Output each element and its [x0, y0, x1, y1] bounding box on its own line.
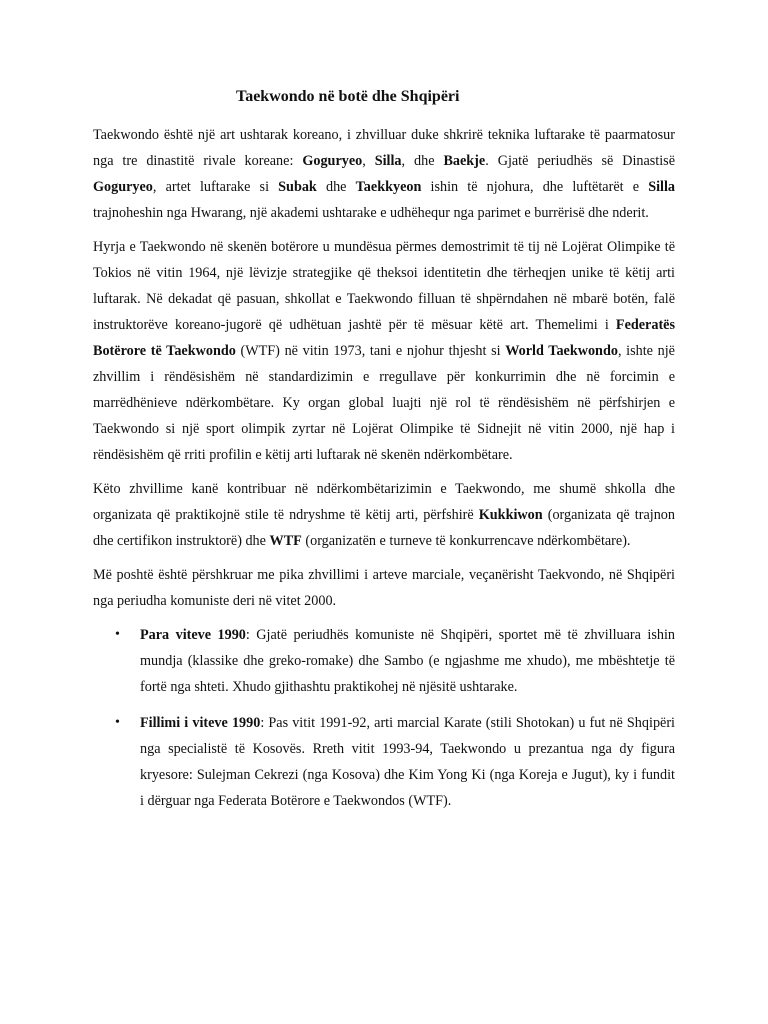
text-run: ishin të njohura, dhe luftëtarët e: [421, 179, 649, 195]
text-run: (organizatën e turneve të konkurrencave ndërkombëtare).: [301, 533, 631, 549]
bullet-list: [93, 622, 675, 814]
bold-term-wtf: WTF: [269, 533, 302, 549]
bold-term-baekje: Baekje: [443, 153, 486, 169]
list-item-text: : Pas vitit 1991-92, arti marcial Karate (stili Shotokan) u fut në Shqipëri nga specialistë të Kosovës. Rreth vitit 1993-94, Taekwondo u prezantua nga dy figura kryesore: Sulejman Cekrezi (nga Kosova) dhe Kim Yong Ki (nga Koreja e Jugut), ky i fundit i dërguar nga Federata Botërore e Taekwondos (WTF).: [140, 715, 675, 809]
text-run: Taekwondo është një art ushtarak koreano, i zhvilluar duke shkrirë teknika luftarake të paarmatosur nga tre dinastitë rivale koreane:: [93, 127, 675, 169]
list-item-text: : Gjatë periudhës komuniste në Shqipëri, sportet më të zhvilluara ishin mundja (klassike dhe greko-romake) dhe Sambo (e ngjashme me xhudo), me mbështetje të fortë nga shteti. Xhudo gjithashtu praktikohej në njësitë ushtarake.: [140, 627, 675, 695]
document-title: Taekwondo në botë dhe Shqipëri: [236, 88, 460, 105]
bullet-icon: •: [115, 627, 120, 642]
paragraph-world-stage: [93, 234, 675, 468]
text-run: , artet luftarake si: [152, 179, 279, 195]
bold-term-taekkyeon: Taekkyeon: [355, 179, 422, 195]
text-run: (WTF) në vitin 1973, tani e njohur thjesht si: [235, 343, 506, 359]
text-run: , dhe: [401, 153, 444, 169]
bold-term-federation: Federatës Botërore të Taekwondo: [93, 317, 675, 359]
text-run: dhe: [316, 179, 356, 195]
paragraph-intro-list: [93, 562, 675, 614]
bold-term-world-taekwondo: World Taekwondo: [505, 343, 618, 359]
bold-term-subak: Subak: [278, 179, 317, 195]
text-run: (organizata që trajnon dhe certifikon instruktorë) dhe: [93, 507, 675, 549]
list-item: [93, 622, 675, 700]
bold-term-goguryeo: Goguryeo: [93, 179, 153, 195]
text-run: . Gjatë periudhës së Dinastisë: [485, 153, 675, 169]
paragraph-internationalization: [93, 476, 675, 554]
bold-term-kukkiwon: Kukkiwon: [478, 507, 543, 523]
text-run: Hyrja e Taekwondo në skenën botërore u mundësua përmes demostrimit të tij në Lojërat Olimpike të Tokios në vitin 1964, një lëvizje strategjike që theksoi identitetin dhe tërheqjen unike të këtij arti luftarak. Në dekadat që pasuan, shkollat e Taekwondo filluan të shpërndahen në mbarë botën, falë instruktorëve koreano-jugorë që udhëtuan jashtë për të mësuar këtë art. Themelimi i: [93, 239, 675, 333]
text-run: , ishte një zhvillim i rëndësishëm në standardizimin e rregullave për konkurrimin dhe në forcimin e marrëdhënieve ndërkombëtare. Ky organ global luajti një rol të rëndësishëm në përfshirjen e Taekwondo si një sport olimpik zyrtar në Lojërat Olimpike të Sidnejit në vitin 2000, një hap i rëndësishëm që rriti profilin e këtij arti luftarak në skenën ndërkombëtare.: [93, 343, 675, 463]
bold-term-goguryeo: Goguryeo: [302, 153, 363, 169]
list-item-label: Fillimi i viteve 1990: [140, 715, 261, 731]
list-item-label: Para viteve 1990: [140, 627, 246, 643]
bullet-icon: •: [115, 715, 120, 730]
bold-term-silla: Silla: [374, 153, 402, 169]
text-run: Këto zhvillime kanë kontribuar në ndërkombëtarizimin e Taekwondo, me shumë shkolla dhe organizata që praktikojnë stile të ndryshme të këtij arti, përfshirë: [93, 481, 675, 523]
text-run: trajnoheshin nga Hwarang, një akademi ushtarake e udhëhequr nga parimet e burrërisë dhe nderit.: [93, 205, 649, 221]
text-run: Më poshtë është përshkruar me pika zhvillimi i arteve marciale, veçanërisht Taekvondo, në Shqipëri nga periudha komuniste deri në vitet 2000.: [93, 567, 675, 609]
text-run: ,: [362, 153, 375, 169]
paragraph-origins: [93, 122, 675, 226]
document-body: [93, 122, 675, 824]
list-item: [93, 710, 675, 814]
bold-term-silla: Silla: [648, 179, 675, 195]
